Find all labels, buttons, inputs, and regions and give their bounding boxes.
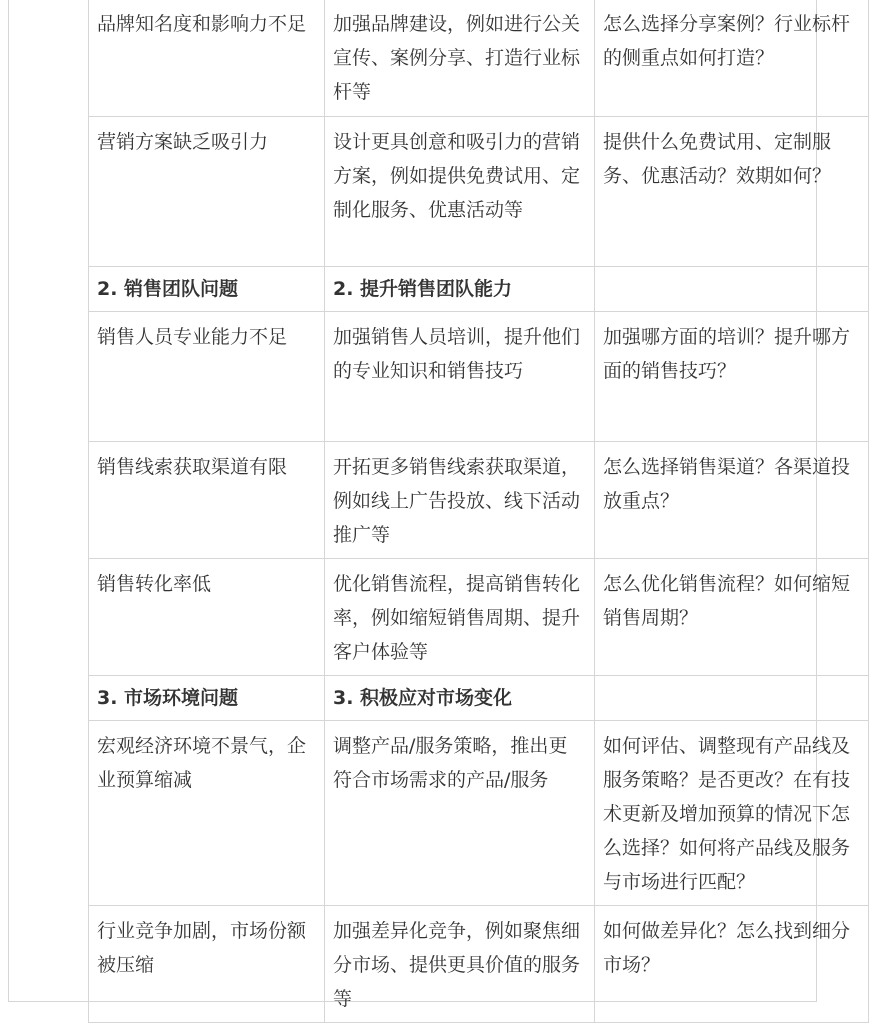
solution-cell: 优化销售流程，提高销售转化率，例如缩短销售周期、提升客户体验等	[325, 559, 595, 676]
section-header-row	[89, 267, 869, 312]
table-row	[89, 312, 869, 442]
question-cell: 提供什么免费试用、定制服务、优惠活动？效期如何？	[595, 117, 869, 267]
table-row	[89, 442, 869, 559]
table-row	[89, 559, 869, 676]
section-problem-heading: 3. 市场环境问题	[89, 676, 325, 721]
question-cell: 怎么选择销售渠道？各渠道投放重点？	[595, 442, 869, 559]
table-row	[89, 0, 869, 117]
solution-cell: 开拓更多销售线索获取渠道，例如线上广告投放、线下活动推广等	[325, 442, 595, 559]
table-row	[89, 906, 869, 1023]
solution-cell: 加强品牌建设，例如进行公关宣传、案例分享、打造行业标杆等	[325, 0, 595, 117]
solution-cell: 调整产品/服务策略，推出更符合市场需求的产品/服务	[325, 721, 595, 906]
section-solution-heading: 3. 积极应对市场变化	[325, 676, 595, 721]
section-question-heading	[595, 676, 869, 721]
problem-cell: 宏观经济环境不景气，企业预算缩减	[89, 721, 325, 906]
problem-cell: 品牌知名度和影响力不足	[89, 0, 325, 117]
problem-cell: 行业竞争加剧，市场份额被压缩	[89, 906, 325, 1023]
strategy-table	[88, 0, 869, 1023]
problem-cell: 销售转化率低	[89, 559, 325, 676]
table-row	[89, 117, 869, 267]
solution-cell: 加强差异化竞争，例如聚焦细分市场、提供更具价值的服务等	[325, 906, 595, 1023]
problem-cell: 销售人员专业能力不足	[89, 312, 325, 442]
solution-cell: 加强销售人员培训，提升他们的专业知识和销售技巧	[325, 312, 595, 442]
question-cell: 怎么优化销售流程？如何缩短销售周期？	[595, 559, 869, 676]
question-cell: 怎么选择分享案例？行业标杆的侧重点如何打造？	[595, 0, 869, 117]
problem-cell: 营销方案缺乏吸引力	[89, 117, 325, 267]
section-question-heading	[595, 267, 869, 312]
question-cell: 如何评估、调整现有产品线及服务策略？是否更改？在有技术更新及增加预算的情况下怎么选择？如何将产品线及服务与市场进行匹配？	[595, 721, 869, 906]
problem-cell: 销售线索获取渠道有限	[89, 442, 325, 559]
solution-cell: 设计更具创意和吸引力的营销方案，例如提供免费试用、定制化服务、优惠活动等	[325, 117, 595, 267]
question-cell: 加强哪方面的培训？提升哪方面的销售技巧？	[595, 312, 869, 442]
table-row	[89, 721, 869, 906]
question-cell: 如何做差异化？怎么找到细分市场？	[595, 906, 869, 1023]
section-problem-heading: 2. 销售团队问题	[89, 267, 325, 312]
section-header-row	[89, 676, 869, 721]
section-solution-heading: 2. 提升销售团队能力	[325, 267, 595, 312]
